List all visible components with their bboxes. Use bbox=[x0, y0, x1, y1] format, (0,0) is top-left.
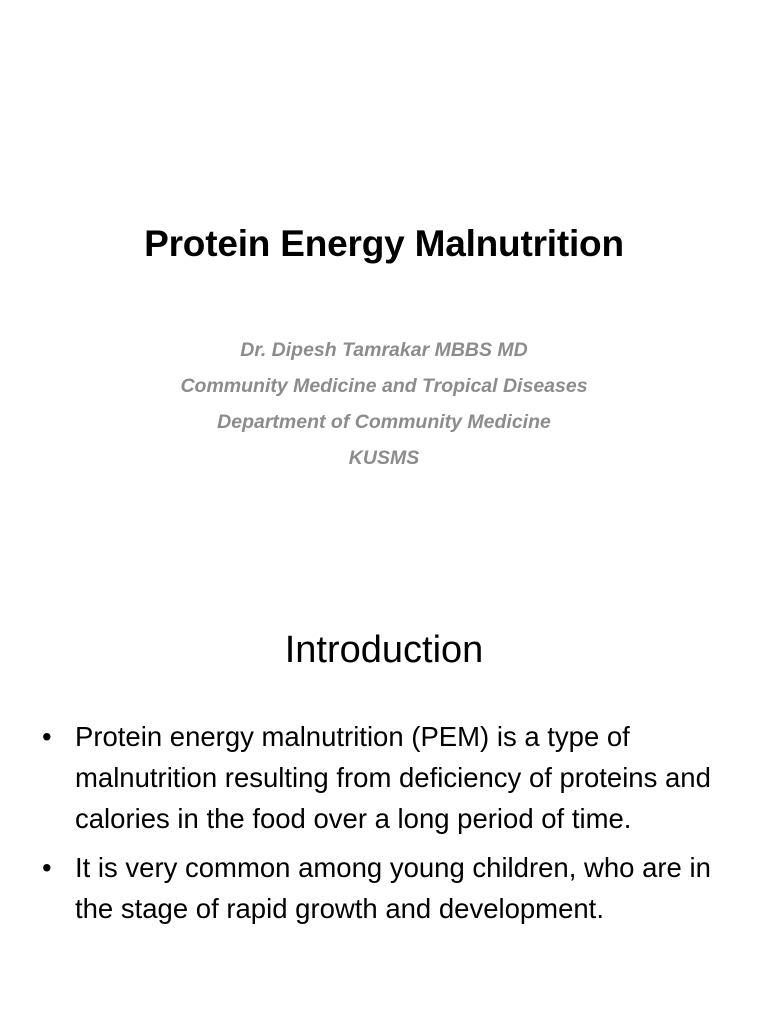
presenter-specialty: Community Medicine and Tropical Diseases bbox=[180, 375, 588, 397]
bullet-icon: • bbox=[42, 721, 52, 752]
bullet-item bbox=[38, 716, 738, 839]
presenter-name: Dr. Dipesh Tamrakar MBBS MD bbox=[240, 339, 528, 361]
bullet-text: Protein energy malnutrition (PEM) is a type of malnutrition resulting from deficiency of proteins and calories in the food over a long period of time. bbox=[75, 721, 711, 834]
presentation-title: Protein Energy Malnutrition bbox=[144, 223, 624, 264]
presenter-department: Department of Community Medicine bbox=[217, 411, 551, 433]
bullet-list bbox=[38, 716, 738, 937]
introduction-slide bbox=[0, 576, 768, 1024]
slide-heading: Introduction bbox=[284, 629, 484, 671]
presenter-info bbox=[0, 332, 768, 476]
bullet-item bbox=[38, 847, 738, 929]
bullet-icon: • bbox=[42, 852, 52, 883]
presenter-institution: KUSMS bbox=[348, 447, 420, 469]
bullet-text: It is very common among young children, who are in the stage of rapid growth and development. bbox=[75, 852, 711, 924]
